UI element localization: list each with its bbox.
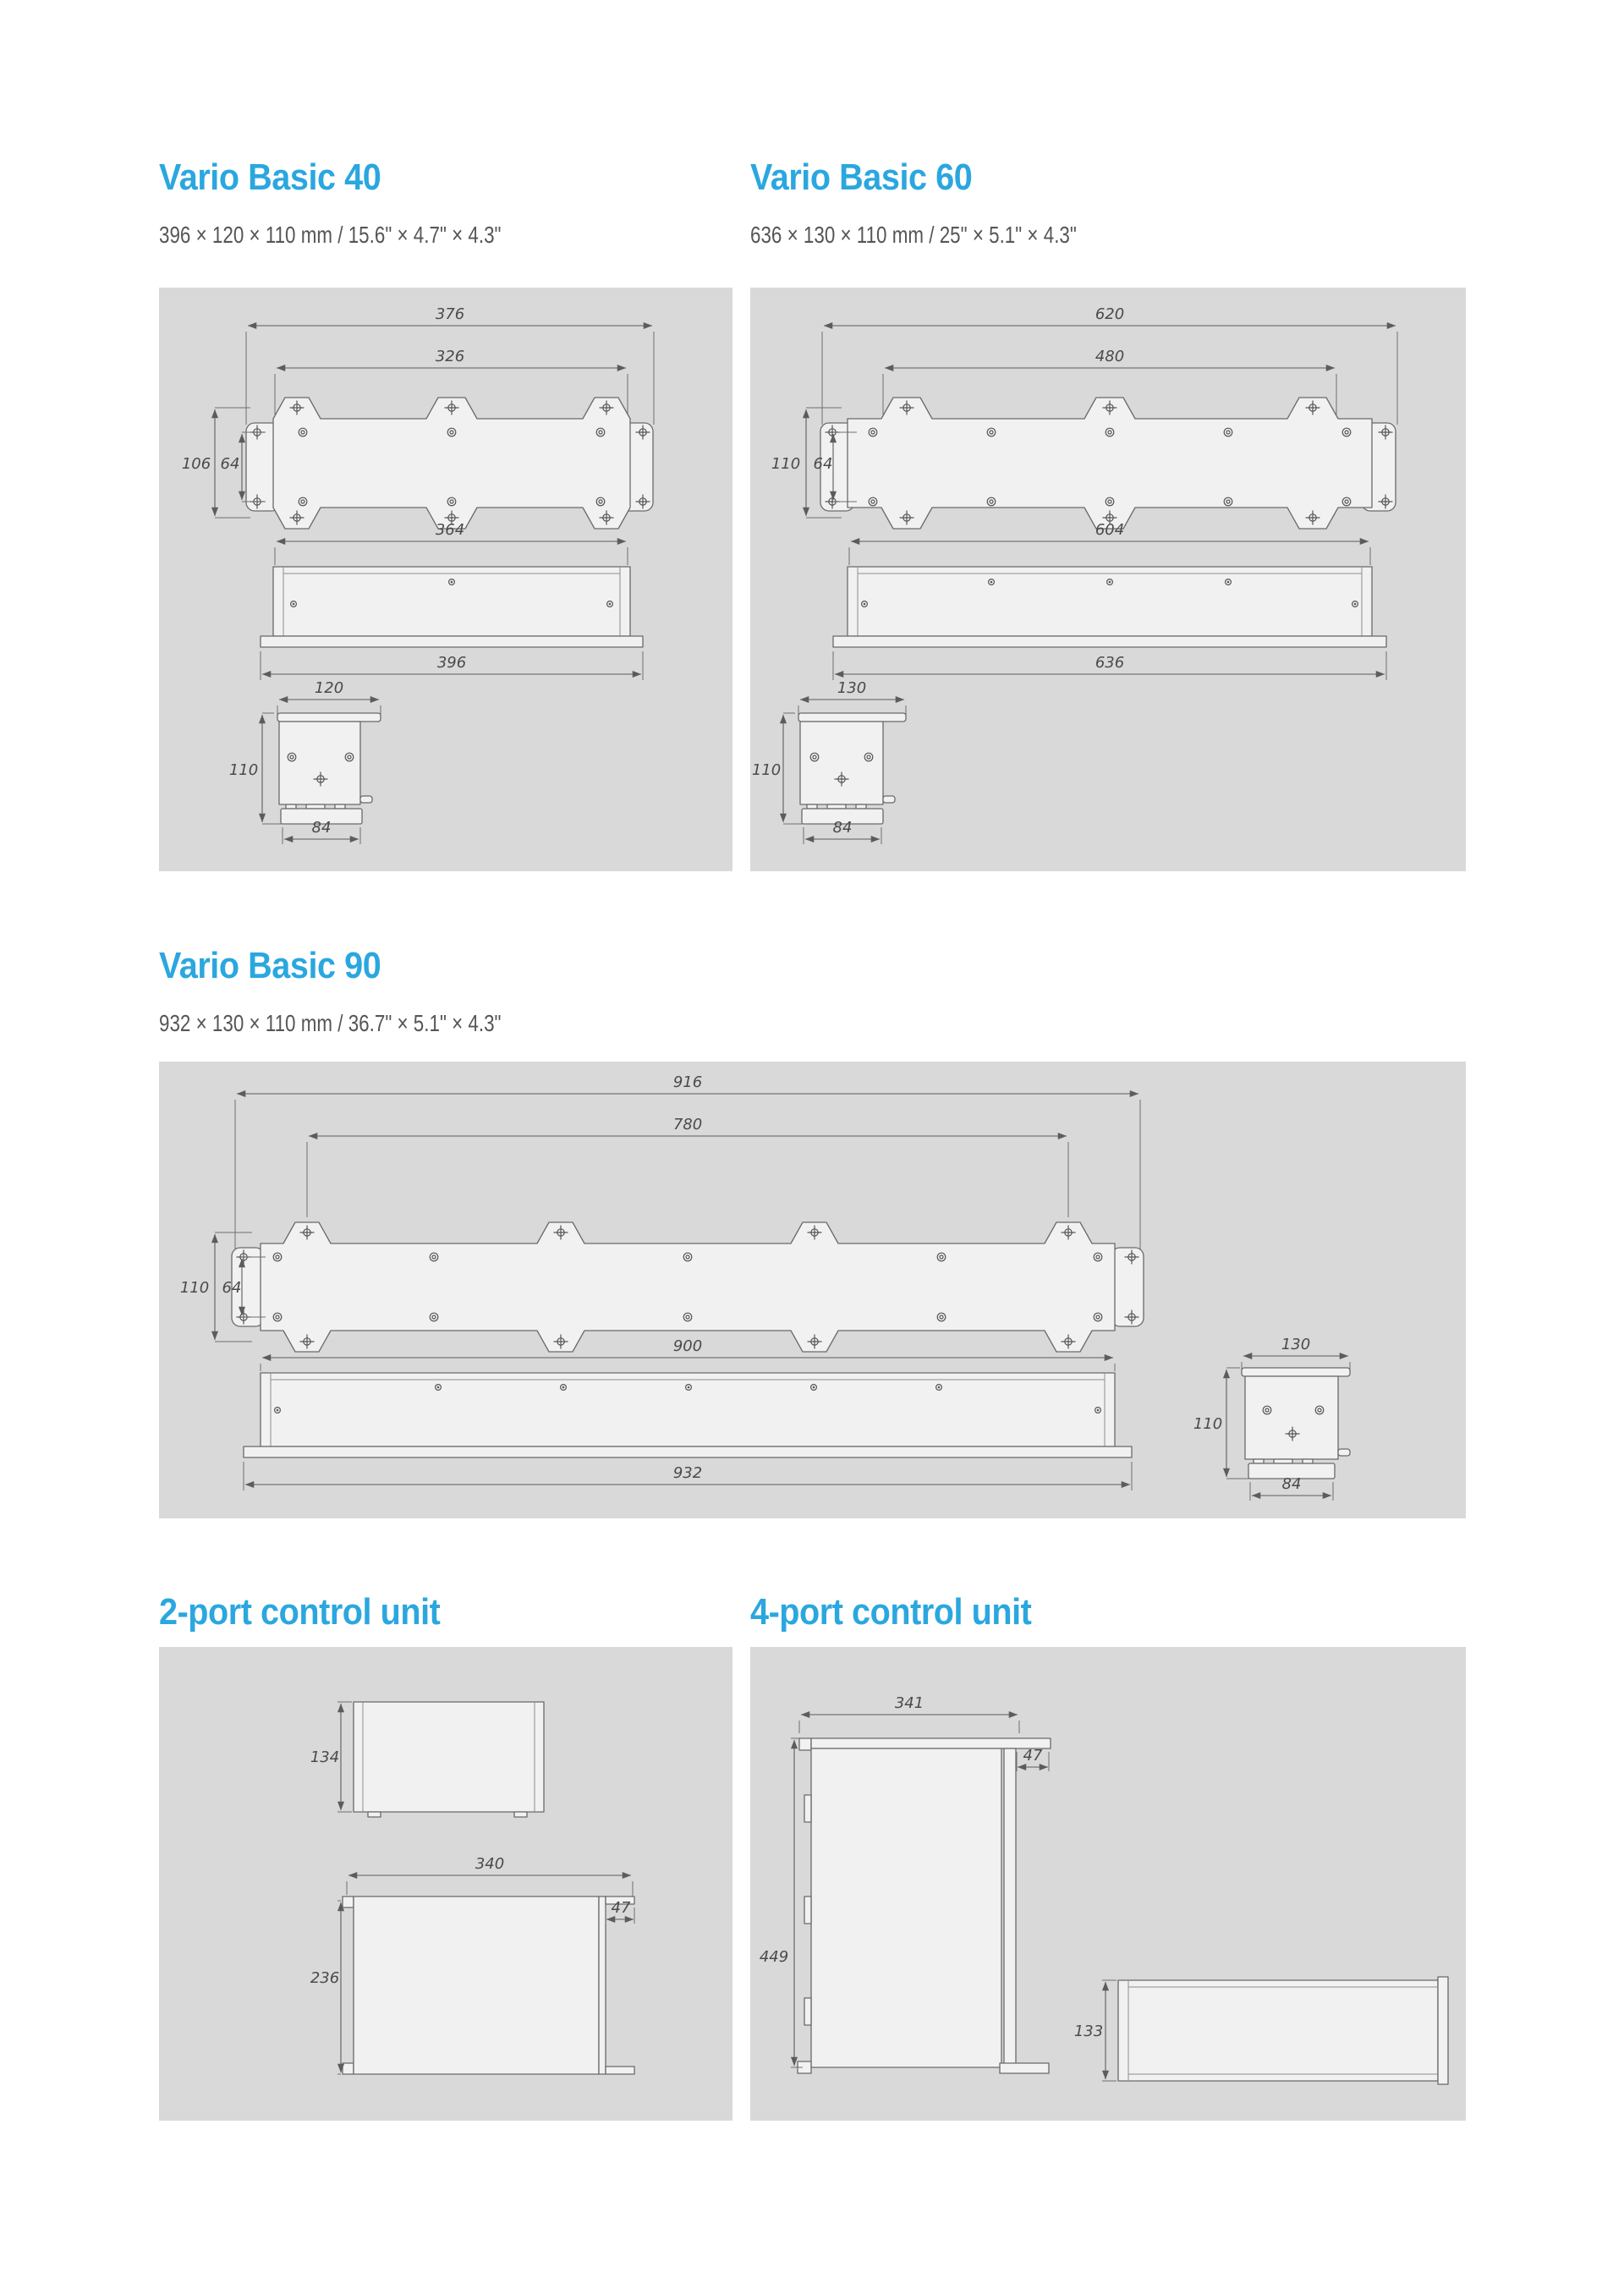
vario90-panel bbox=[159, 1062, 1466, 1518]
vario40-side-view bbox=[229, 679, 381, 844]
dim-label: 364 bbox=[435, 521, 465, 539]
dim-label: 110 bbox=[179, 1279, 210, 1297]
dim-label: 47 bbox=[1023, 1747, 1043, 1765]
dim-label: 604 bbox=[1095, 521, 1125, 539]
dim-label: 84 bbox=[311, 819, 332, 837]
dim-label: 106 bbox=[181, 455, 211, 473]
dim-label: 110 bbox=[1193, 1415, 1223, 1433]
dim-label: 620 bbox=[1095, 305, 1125, 323]
dim-label: 64 bbox=[813, 455, 833, 473]
dim-label: 326 bbox=[435, 348, 465, 365]
vario40-subtitle: 396 × 120 × 110 mm / 15.6" × 4.7" × 4.3" bbox=[159, 222, 502, 248]
vario60-drawing bbox=[750, 288, 1466, 871]
port4-title: 4-port control unit bbox=[750, 1591, 1032, 1633]
dim-label: 130 bbox=[1281, 1336, 1311, 1353]
dim-label: 134 bbox=[310, 1748, 340, 1766]
dim-label: 449 bbox=[759, 1948, 789, 1966]
dim-label: 900 bbox=[672, 1337, 703, 1355]
dim-label: 130 bbox=[837, 679, 867, 697]
vario90-front-view bbox=[244, 1337, 1132, 1490]
vario60-side-view bbox=[752, 679, 906, 844]
vario40-title: Vario Basic 40 bbox=[159, 156, 381, 198]
vario40-drawing bbox=[159, 288, 732, 871]
dim-label: 480 bbox=[1095, 348, 1125, 365]
vario60-panel bbox=[750, 288, 1466, 871]
vario90-subtitle: 932 × 130 × 110 mm / 36.7" × 5.1" × 4.3" bbox=[159, 1010, 502, 1036]
vario60-front-view bbox=[833, 521, 1386, 680]
dim-label: 64 bbox=[222, 1279, 242, 1297]
dim-label: 110 bbox=[771, 455, 801, 473]
vario60-title: Vario Basic 60 bbox=[750, 156, 973, 198]
dim-label: 84 bbox=[832, 819, 853, 837]
dim-label: 932 bbox=[672, 1464, 703, 1482]
vario90-drawing bbox=[159, 1062, 1466, 1518]
dim-label: 396 bbox=[436, 654, 467, 672]
vario40-front-view bbox=[261, 521, 643, 680]
port4-front-view bbox=[1074, 1977, 1448, 2084]
vario90-top-view bbox=[180, 1073, 1144, 1352]
port2-title: 2-port control unit bbox=[159, 1591, 441, 1633]
port2-drawing bbox=[159, 1647, 732, 2121]
dim-label: 376 bbox=[435, 305, 465, 323]
dim-label: 636 bbox=[1095, 654, 1125, 672]
dim-label: 120 bbox=[314, 679, 344, 697]
port2-front-view bbox=[310, 1702, 544, 1817]
dim-label: 84 bbox=[1281, 1475, 1302, 1493]
dim-label: 341 bbox=[894, 1694, 924, 1712]
vario60-subtitle: 636 × 130 × 110 mm / 25" × 5.1" × 4.3" bbox=[750, 222, 1077, 248]
dim-label: 236 bbox=[310, 1969, 340, 1987]
dim-label: 916 bbox=[672, 1073, 703, 1091]
port4-drawing bbox=[750, 1647, 1466, 2121]
dim-label: 110 bbox=[228, 761, 259, 779]
vario60-top-view bbox=[771, 305, 1397, 529]
port4-panel bbox=[750, 1647, 1466, 2121]
vario40-panel bbox=[159, 288, 732, 871]
dim-label: 110 bbox=[751, 761, 782, 779]
vario90-title: Vario Basic 90 bbox=[159, 945, 381, 986]
dim-label: 133 bbox=[1073, 2023, 1104, 2040]
port2-plan-view bbox=[310, 1855, 634, 2074]
port4-plan-view bbox=[760, 1694, 1051, 2073]
dim-label: 780 bbox=[672, 1116, 703, 1134]
dim-label: 340 bbox=[475, 1855, 505, 1873]
vario90-side-view bbox=[1193, 1336, 1350, 1501]
dim-label: 64 bbox=[220, 455, 240, 473]
port2-panel bbox=[159, 1647, 732, 2121]
vario40-top-view bbox=[182, 305, 654, 529]
dim-label: 47 bbox=[611, 1899, 631, 1917]
